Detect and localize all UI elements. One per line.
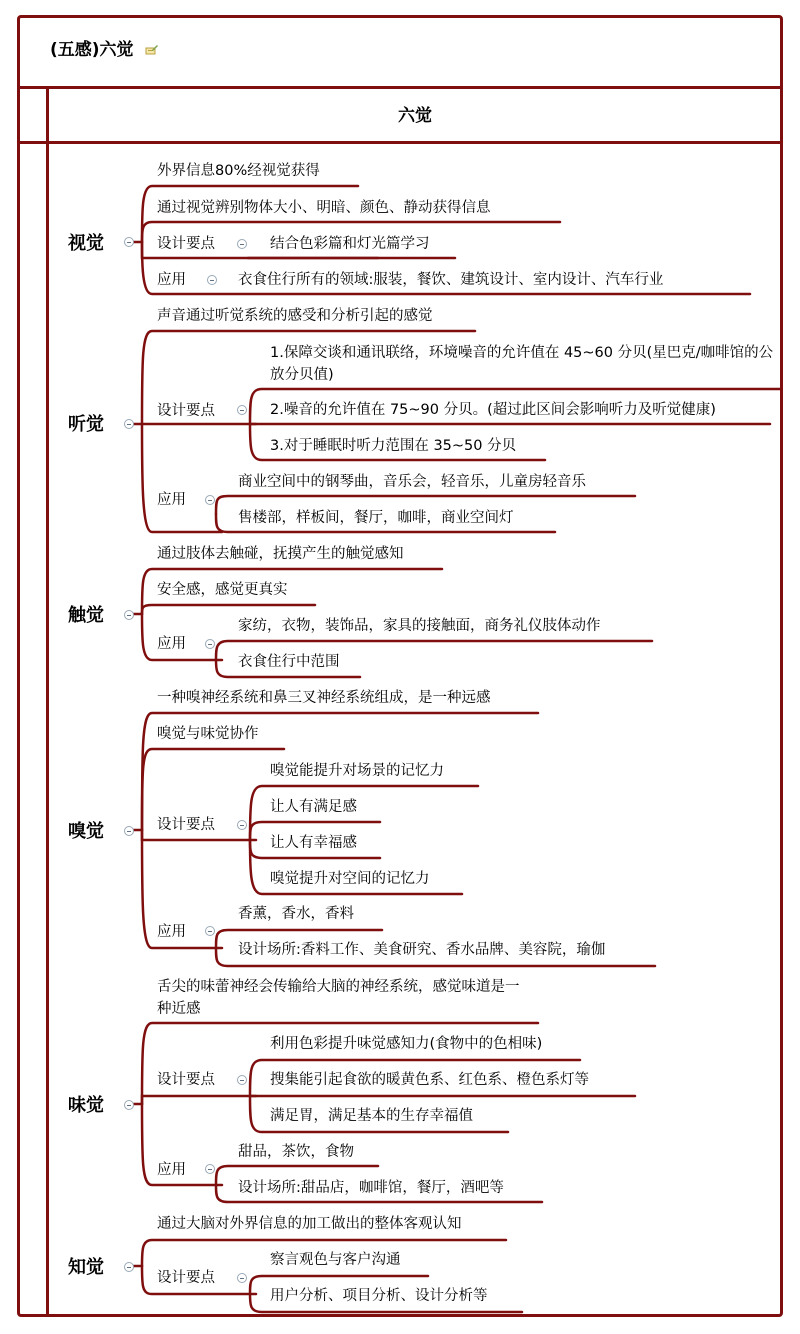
collapse-icon[interactable] xyxy=(205,495,215,505)
node-hearing-app-2[interactable]: 售楼部，样板间，餐厅，咖啡，商业空间灯 xyxy=(238,510,514,526)
collapse-icon[interactable] xyxy=(237,1273,247,1283)
node-touch-2[interactable]: 安全感，感觉更真实 xyxy=(157,582,288,598)
node-smell-1[interactable]: 一种嗅神经系统和鼻三叉神经系统组成，是一种远感 xyxy=(157,690,491,706)
node-perception-design[interactable]: 设计要点 xyxy=(157,1270,215,1286)
node-taste-design-2[interactable]: 搜集能引起食欲的暖黄色系、红色系、橙色系灯等 xyxy=(270,1072,589,1088)
node-sight-design-1[interactable]: 结合色彩篇和灯光篇学习 xyxy=(270,236,430,252)
central-topic: 六觉 xyxy=(398,106,432,126)
node-perception-1[interactable]: 通过大脑对外界信息的加工做出的整体客观认知 xyxy=(157,1216,462,1232)
node-smell-app-1[interactable]: 香薰，香水，香料 xyxy=(238,906,354,922)
sense-perception[interactable]: 知觉 xyxy=(68,1257,104,1278)
node-sight-design[interactable]: 设计要点 xyxy=(157,236,215,252)
sense-smell[interactable]: 嗅觉 xyxy=(68,821,104,842)
node-taste-app-1[interactable]: 甜品，茶饮，食物 xyxy=(238,1144,354,1160)
node-taste-design-1[interactable]: 利用色彩提升味觉感知力(食物中的色相味) xyxy=(270,1036,543,1052)
node-taste-1[interactable]: 舌尖的味蕾神经会传输给大脑的神经系统，感觉味道是一种近感 xyxy=(157,979,520,1017)
node-hearing-design-2[interactable]: 2.噪音的允许值在 75~90 分贝。(超过此区间会影响听力及听觉健康) xyxy=(270,402,716,418)
node-smell-app[interactable]: 应用 xyxy=(157,924,186,940)
node-smell-design-1[interactable]: 嗅觉能提升对场景的记忆力 xyxy=(270,763,444,779)
node-smell-design[interactable]: 设计要点 xyxy=(157,817,215,833)
sense-touch[interactable]: 触觉 xyxy=(68,605,104,626)
node-taste-design-3[interactable]: 满足胃，满足基本的生存幸福值 xyxy=(270,1108,473,1124)
node-taste-app[interactable]: 应用 xyxy=(157,1162,186,1178)
node-smell-design-3[interactable]: 让人有幸福感 xyxy=(270,835,357,851)
collapse-icon[interactable] xyxy=(207,275,217,285)
collapse-icon[interactable] xyxy=(124,610,134,620)
collapse-icon[interactable] xyxy=(205,926,215,936)
node-smell-design-2[interactable]: 让人有满足感 xyxy=(270,799,357,815)
sense-taste[interactable]: 味觉 xyxy=(68,1095,104,1116)
node-sight-app-1[interactable]: 衣食住行所有的领域:服装，餐饮、建筑设计、室内设计、汽车行业 xyxy=(238,272,664,288)
node-sight-app[interactable]: 应用 xyxy=(157,272,186,288)
collapse-icon[interactable] xyxy=(237,239,247,249)
sense-sight[interactable]: 视觉 xyxy=(68,233,104,254)
node-perception-design-2[interactable]: 用户分析、项目分析、设计分析等 xyxy=(270,1288,488,1304)
node-sight-1[interactable]: 外界信息80%经视觉获得 xyxy=(157,163,320,179)
collapse-icon[interactable] xyxy=(237,1075,247,1085)
node-hearing-design-3[interactable]: 3.对于睡眠时听力范围在 35~50 分贝 xyxy=(270,438,517,454)
node-hearing-app[interactable]: 应用 xyxy=(157,492,186,508)
node-hearing-app-1[interactable]: 商业空间中的钢琴曲，音乐会，轻音乐，儿童房轻音乐 xyxy=(238,474,586,490)
node-taste-app-2[interactable]: 设计场所:甜品店，咖啡馆，餐厅，酒吧等 xyxy=(238,1180,504,1196)
collapse-icon[interactable] xyxy=(124,1100,134,1110)
node-hearing-design[interactable]: 设计要点 xyxy=(157,403,215,419)
collapse-icon[interactable] xyxy=(124,826,134,836)
node-hearing-1[interactable]: 声音通过听觉系统的感受和分析引起的感觉 xyxy=(157,308,433,324)
node-sight-2[interactable]: 通过视觉辨别物体大小、明暗、颜色、静动获得信息 xyxy=(157,200,491,216)
collapse-icon[interactable] xyxy=(205,639,215,649)
collapse-icon[interactable] xyxy=(124,419,134,429)
node-touch-1[interactable]: 通过肢体去触碰，抚摸产生的触觉感知 xyxy=(157,546,404,562)
node-smell-2[interactable]: 嗅觉与味觉协作 xyxy=(157,726,259,742)
node-smell-design-4[interactable]: 嗅觉提升对空间的记忆力 xyxy=(270,871,430,887)
sense-hearing[interactable]: 听觉 xyxy=(68,414,104,435)
collapse-icon[interactable] xyxy=(124,1262,134,1272)
map-title-text: (五感)六觉 xyxy=(50,40,134,60)
node-perception-design-1[interactable]: 察言观色与客户沟通 xyxy=(270,1252,401,1268)
node-hearing-design-1[interactable]: 1.保障交谈和通讯联络，环境噪音的允许值在 45~60 分贝(星巴克/咖啡馆的公放分贝值) xyxy=(270,345,774,383)
collapse-icon[interactable] xyxy=(237,820,247,830)
collapse-icon[interactable] xyxy=(124,237,134,247)
node-touch-app-2[interactable]: 衣食住行中范围 xyxy=(238,654,340,670)
collapse-icon[interactable] xyxy=(237,405,247,415)
node-smell-app-2[interactable]: 设计场所:香料工作、美食研究、香水品牌、美容院，瑜伽 xyxy=(238,942,606,958)
collapse-icon[interactable] xyxy=(205,1164,215,1174)
node-touch-app-1[interactable]: 家纺，衣物，装饰品，家具的接触面，商务礼仪肢体动作 xyxy=(238,618,601,634)
node-taste-design[interactable]: 设计要点 xyxy=(157,1072,215,1088)
node-touch-app[interactable]: 应用 xyxy=(157,636,186,652)
